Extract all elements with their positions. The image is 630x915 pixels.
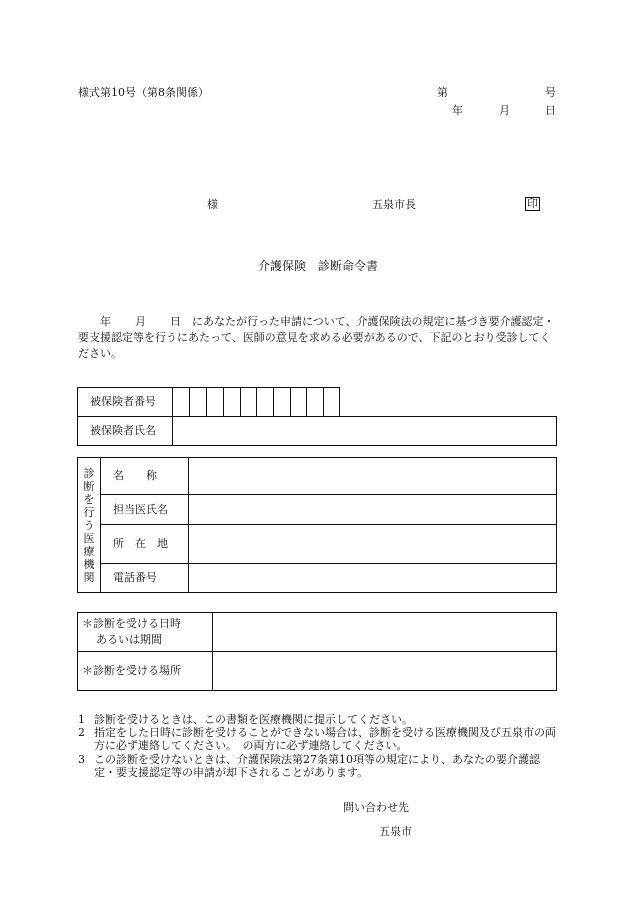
body-date-month: 月 <box>135 315 146 328</box>
insured-name-label: 被保険者氏名 <box>90 424 156 437</box>
document-number-suffix: 号 <box>545 86 556 99</box>
document-title: 介護保険 診断命令書 <box>258 259 379 273</box>
note-number: 3 <box>78 753 85 766</box>
note-number: 1 <box>78 713 85 726</box>
clinic-phone-label: 電話番号 <box>113 571 157 584</box>
note-text: 診断を受けるときは、この書類を医療機関に提示してください。 <box>94 713 413 726</box>
insured-number-label: 被保険者番号 <box>90 395 156 408</box>
diagnosis-period-label: あるいは期間 <box>96 633 162 646</box>
clinic-doctor-label: 担当医氏名 <box>113 503 168 516</box>
insured-name-field[interactable] <box>173 417 556 445</box>
contact-label: 問い合わせ先 <box>343 801 409 814</box>
seal-mark <box>525 197 540 211</box>
issue-date-month: 月 <box>499 104 510 117</box>
issuer-name: 五泉市長 <box>372 198 416 211</box>
note-item <box>78 726 558 754</box>
seal-label: 印 <box>527 197 538 210</box>
note-text: この診断を受けないときは、介護保険法第27条第10項等の規定により、あなたの要介護認定・要支援認定等の申請が却下されることがあります。 <box>94 753 540 779</box>
issue-date-year: 年 <box>452 104 463 117</box>
body-text: にあなたが行った申請について、介護保険法の規定に基づき要介護認定・要支援認定等を行うにあたって、医師の意見を求める必要があるので、下記のとおり受診してください。 <box>78 315 555 360</box>
form-number: 様式第10号（第8条関係） <box>78 86 209 99</box>
document-number-prefix: 第 <box>437 86 448 99</box>
diagnosis-datetime-label: ＊診断を受ける日時 <box>82 617 181 630</box>
diagnosis-place-label: ＊診断を受ける場所 <box>82 664 181 677</box>
clinic-name-label: 名 称 <box>113 469 157 482</box>
contact-name: 五泉市 <box>379 825 412 838</box>
note-item <box>78 713 558 727</box>
clinic-address-label: 所 在 地 <box>113 537 168 550</box>
note-item <box>78 753 558 781</box>
body-paragraph <box>78 314 558 362</box>
issue-date-day: 日 <box>545 104 556 117</box>
note-number: 2 <box>78 726 85 739</box>
clinic-side-label: 診断を行う医療機関 <box>83 467 95 584</box>
body-date-year: 年 <box>100 315 111 328</box>
note-text: 指定をした日時に診断を受けることができない場合は、診断を受ける医療機関及び五泉市の両方に必ず連絡してください。 の両方に必ず連絡してください。 <box>94 726 556 752</box>
body-date-day: 日 <box>170 315 181 328</box>
addressee-honorific: 様 <box>207 198 218 211</box>
